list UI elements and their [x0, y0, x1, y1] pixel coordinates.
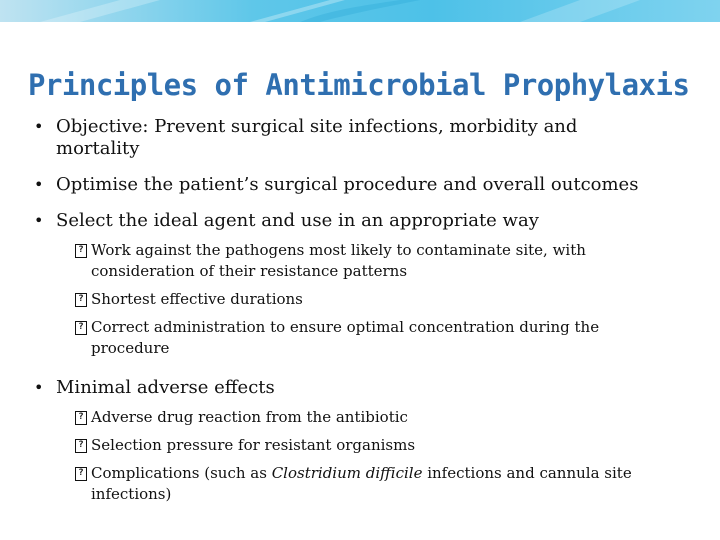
bullet-dot-icon: •	[34, 378, 44, 397]
sub-bullet-text: Work against the pathogens most likely to contaminate site, with consideration of their resistance patterns	[91, 241, 586, 280]
header-banner	[0, 0, 720, 22]
sub-bullet-point	[78, 289, 681, 310]
missing-glyph-box-icon: ?	[75, 467, 87, 481]
sub-bullet-text: Shortest effective durations	[91, 290, 303, 308]
bullet-text: Optimise the patient’s surgical procedure and overall outcomes	[56, 174, 639, 195]
bullet-dot-icon: •	[34, 117, 44, 136]
bullet-text: Objective: Prevent surgical site infections, morbidity and mortality	[56, 116, 578, 159]
bullet-point	[34, 174, 656, 196]
bullet-point	[34, 210, 656, 232]
bullet-dot-icon: •	[34, 175, 44, 194]
sub-bullet-text-start: Complications (such as	[91, 464, 272, 482]
bullet-point	[34, 116, 656, 160]
bullet-point	[34, 377, 656, 399]
sub-bullet-point	[78, 317, 681, 359]
sub-bullet-text-end: infections and cannula site infections)	[91, 464, 632, 503]
slide-title: Principles of Antimicrobial Prophylaxis	[28, 68, 690, 102]
sub-bullet-text: Adverse drug reaction from the antibiotic	[91, 408, 408, 426]
bullet-dot-icon: •	[34, 211, 44, 230]
sub-bullet-point	[78, 240, 681, 282]
banner-decoration	[0, 0, 720, 22]
sub-bullet-point	[78, 435, 681, 456]
missing-glyph-box-icon: ?	[75, 439, 87, 453]
sub-bullet-text: Correct administration to ensure optimal concentration during the procedure	[91, 318, 600, 357]
sub-bullet-text: Selection pressure for resistant organisms	[91, 436, 416, 454]
missing-glyph-box-icon: ?	[75, 411, 87, 425]
bullet-text: Select the ideal agent and use in an appropriate way	[56, 210, 539, 231]
bullet-text: Minimal adverse effects	[56, 377, 275, 398]
sub-bullet-point	[78, 407, 681, 428]
missing-glyph-box-icon: ?	[75, 244, 87, 258]
missing-glyph-box-icon: ?	[75, 293, 87, 307]
slide-content	[0, 116, 720, 505]
organism-name: Clostridium difficile	[271, 464, 423, 482]
missing-glyph-box-icon: ?	[75, 321, 87, 335]
sub-bullet-point	[78, 463, 681, 505]
